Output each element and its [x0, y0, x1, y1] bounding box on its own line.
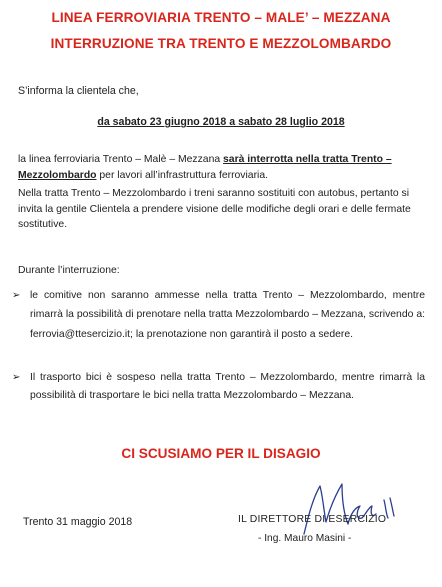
handwritten-signature	[290, 478, 410, 538]
apology-heading: CI SCUSIAMO PER IL DISAGIO	[121, 446, 321, 461]
date-range: da sabato 23 giugno 2018 a sabato 28 luglio 2018	[97, 116, 345, 128]
bullet-item-bikes	[12, 369, 425, 405]
bus-substitution-paragraph: Nella tratta Trento – Mezzolombardo i treni saranno sostituiti con autobus, pertanto si invita la gentile Clientela a prendere visione delle modifiche degli orari e delle fermate sostitutive.	[18, 188, 411, 231]
bullet-arrow-icon: ➢	[12, 290, 21, 301]
bullet-arrow-icon: ➢	[12, 372, 21, 383]
notice-title-line-1: LINEA FERROVIARIA TRENTO – MALE’ – MEZZANA	[51, 10, 391, 25]
bullet-text-bikes: Il trasporto bici è sospeso nella tratta Trento – Mezzolombardo, mentre rimarrà la possibilità di trasportare le bici nella tratta Mezzolombardo – Mezzana.	[30, 372, 425, 401]
greeting-text: S’informa la clientela che,	[18, 85, 139, 97]
during-interruption-heading: Durante l’interruzione:	[18, 265, 120, 276]
interruption-paragraph	[18, 152, 426, 183]
place-and-date: Trento 31 maggio 2018	[23, 516, 133, 528]
signer-name: - Ing. Mauro Masini -	[258, 533, 352, 544]
interruption-text-start: la linea ferroviaria Trento – Malè – Mezzana	[18, 154, 224, 165]
signer-role: IL DIRETTORE DI ESERCIZIO	[238, 514, 387, 525]
interruption-text-end: per lavori all’infrastruttura ferroviaria.	[96, 169, 269, 181]
interruption-emphasis: sarà interrotta nella tratta Trento – Mezzolombardo	[18, 154, 392, 181]
notice-title-line-2: INTERRUZIONE TRA TRENTO E MEZZOLOMBARDO	[50, 36, 392, 51]
bullet-item-groups	[12, 286, 425, 344]
bullet-text-groups: le comitive non saranno ammesse nella tratta Trento – Mezzolombardo, mentre rimarrà la possibilità di prenotare nella tratta Mezzolombardo – Mezzana, scrivendo a: ferrovia@ttesercizio.it; la prenotazione non garantirà il posto a sedere.	[30, 290, 425, 340]
